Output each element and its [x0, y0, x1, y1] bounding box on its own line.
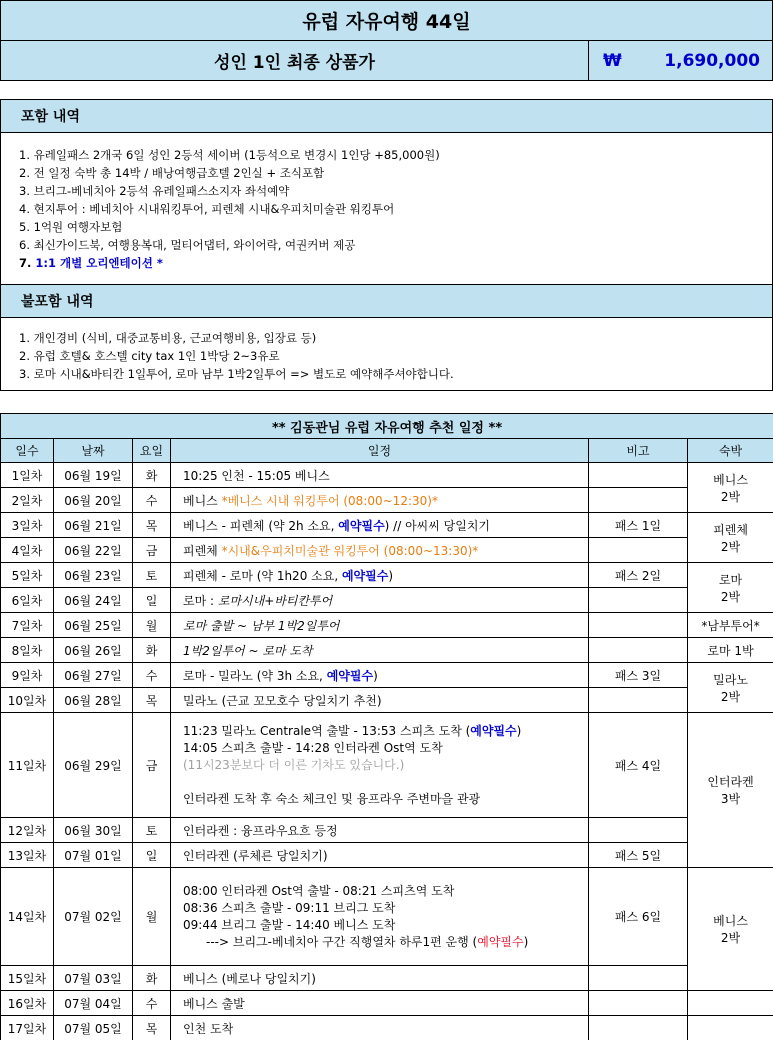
- day-cell: 16일차: [1, 991, 54, 1016]
- page-title: 유럽 자유여행 44일: [0, 0, 773, 41]
- itinerary-cell: [171, 513, 589, 538]
- tour-note: *시내&우피치미술관 워킹투어 (08:00~13:30)*: [221, 543, 479, 558]
- itinerary-cell: 베니스 (베로나 당일치기): [171, 966, 589, 991]
- reservation-required: 예약필수: [341, 568, 389, 583]
- note-cell: [589, 688, 688, 713]
- table-row: [1, 818, 773, 843]
- itinerary-text: 로마 :: [183, 593, 218, 608]
- itinerary-cell: [171, 538, 589, 563]
- weekday-cell: 화: [133, 463, 171, 488]
- stay-city: 베니스: [713, 914, 748, 928]
- weekday-cell: 목: [133, 688, 171, 713]
- included-item: 4. 현지투어 : 베네치아 시내워킹투어, 피렌체 시내&우피치미술관 워킹투어: [19, 202, 395, 216]
- schedule-caption: ** 김동관님 유럽 자유여행 추천 일정 **: [1, 414, 773, 439]
- table-row: [1, 991, 773, 1016]
- schedule-table: [0, 413, 773, 1040]
- itinerary-text: 11:23 밀라노 Centrale역 출발 - 13:53 스피츠 도착 (: [183, 723, 471, 738]
- itinerary-spacer: [183, 774, 588, 791]
- itinerary-text: ): [373, 668, 378, 683]
- itinerary-text: 피렌체 - 로마 (약 1h20 소요,: [183, 568, 342, 583]
- weekday-cell: 화: [133, 638, 171, 663]
- stay-nights: 2박: [720, 931, 741, 945]
- itinerary-cell: 로마 출발 ~ 남부 1박2일투어: [171, 613, 589, 638]
- day-cell: 15일차: [1, 966, 54, 991]
- included-section: [0, 99, 773, 286]
- stay-city: 인터라켄: [707, 775, 754, 789]
- itinerary-line: 09:44 브리그 출발 - 14:40 베니스 도착: [183, 917, 396, 932]
- itinerary-cell: [171, 488, 589, 513]
- note-cell: 패스 4일: [589, 713, 688, 818]
- table-row: [1, 843, 773, 868]
- date-cell: 06월 21일: [54, 513, 133, 538]
- stay-cell: *남부투어*: [688, 613, 773, 638]
- itinerary-cell: 인천 도착: [171, 1016, 589, 1040]
- included-title: 포함 내역: [1, 100, 772, 133]
- weekday-cell: 토: [133, 818, 171, 843]
- itinerary-cell: [171, 563, 589, 588]
- table-row: [1, 538, 773, 563]
- stay-cell: 로마 1박: [688, 638, 773, 663]
- day-cell: 17일차: [1, 1016, 54, 1040]
- itinerary-line: [183, 934, 588, 951]
- header-row: [1, 439, 773, 463]
- itinerary-cell: [171, 713, 589, 818]
- itinerary-text: 피렌체: [183, 543, 222, 558]
- price-bar: [0, 40, 773, 81]
- excluded-section: [0, 284, 773, 391]
- excluded-item: 1. 개인경비 (식비, 대중교통비용, 근교여행비용, 입장료 등): [19, 331, 317, 345]
- itinerary-text: 로마 - 밀라노 (약 3h 소요,: [183, 668, 327, 683]
- reservation-required: 예약필수: [338, 518, 385, 533]
- note-cell: 패스 6일: [589, 868, 688, 966]
- day-cell: 4일차: [1, 538, 54, 563]
- table-row: [1, 563, 773, 588]
- weekday-cell: 목: [133, 513, 171, 538]
- date-cell: 06월 29일: [54, 713, 133, 818]
- stay-cell: [688, 463, 773, 513]
- excluded-item: 3. 로마 시내&바티칸 1일투어, 로마 남부 1박2일투어 => 별도로 예약해주셔야합니다.: [19, 367, 454, 381]
- itinerary-cell: 인터라켄 (루체른 당일치기): [171, 843, 589, 868]
- itinerary-cell: [171, 588, 589, 613]
- date-cell: 06월 30일: [54, 818, 133, 843]
- table-row: [1, 638, 773, 663]
- weekday-cell: 목: [133, 1016, 171, 1040]
- included-item: 5. 1억원 여행자보험: [19, 220, 123, 234]
- stay-city: 베니스: [713, 472, 748, 487]
- day-cell: 11일차: [1, 713, 54, 818]
- table-row: [1, 713, 773, 818]
- itinerary-cell: 밀라노 (근교 꼬모호수 당일치기 추천): [171, 688, 589, 713]
- itinerary-line: (11시23분보다 더 이른 기차도 있습니다.): [183, 757, 405, 772]
- highlight-text: 1:1 개별 오리엔테이션 *: [35, 256, 163, 270]
- stay-cell: [688, 513, 773, 563]
- date-cell: 06월 19일: [54, 463, 133, 488]
- itinerary-cell: 10:25 인천 - 15:05 베니스: [171, 463, 589, 488]
- day-cell: 2일차: [1, 488, 54, 513]
- tour-note: 로마시내+바티칸투어: [217, 593, 333, 608]
- itinerary-cell: 베니스 출발: [171, 991, 589, 1016]
- day-cell: 8일차: [1, 638, 54, 663]
- note-cell: [589, 1016, 688, 1040]
- day-cell: 5일차: [1, 563, 54, 588]
- included-item-highlight: [19, 254, 752, 272]
- excluded-title: 불포함 내역: [1, 285, 772, 318]
- col-header-date: 날짜: [54, 439, 133, 463]
- date-cell: 06월 27일: [54, 663, 133, 688]
- note-cell: [589, 818, 688, 843]
- date-cell: 07월 04일: [54, 991, 133, 1016]
- date-cell: 07월 01일: [54, 843, 133, 868]
- included-item: 3. 브리그-베네치아 2등석 유레일패스소지자 좌석예약: [19, 184, 290, 198]
- weekday-cell: 토: [133, 563, 171, 588]
- note-cell: [589, 991, 688, 1016]
- itinerary-text: ---> 브리그-베네치아 구간 직행열차 하루1편 운행 (: [206, 934, 478, 949]
- stay-nights: 2박: [720, 689, 741, 704]
- day-cell: 13일차: [1, 843, 54, 868]
- reservation-required: 예약필수: [477, 934, 524, 949]
- excluded-item: 2. 유럽 호텔& 호스텔 city tax 1인 1박당 2~3유로: [19, 349, 280, 363]
- itinerary-text: 베니스: [183, 493, 222, 508]
- date-cell: 06월 20일: [54, 488, 133, 513]
- itinerary-line: 08:00 인터라켄 Ost역 출발 - 08:21 스피츠역 도착: [183, 883, 455, 898]
- note-cell: [589, 638, 688, 663]
- weekday-cell: 일: [133, 588, 171, 613]
- highlight-number: 7.: [19, 256, 32, 270]
- table-row: [1, 966, 773, 991]
- date-cell: 06월 23일: [54, 563, 133, 588]
- day-cell: 12일차: [1, 818, 54, 843]
- itinerary-text: ): [523, 934, 529, 949]
- itinerary-cell: [171, 868, 589, 966]
- note-cell: [589, 488, 688, 513]
- col-header-day: 일수: [1, 439, 54, 463]
- table-row: [1, 463, 773, 488]
- date-cell: 06월 28일: [54, 688, 133, 713]
- day-cell: 14일차: [1, 868, 54, 966]
- date-cell: 06월 24일: [54, 588, 133, 613]
- note-cell: [589, 588, 688, 613]
- stay-cell: [688, 663, 773, 713]
- table-row: [1, 1016, 773, 1040]
- note-cell: 패스 2일: [589, 563, 688, 588]
- table-row: [1, 488, 773, 513]
- included-item: 6. 최신가이드북, 여행용복대, 멀티어댑터, 와이어락, 여권커버 제공: [19, 238, 356, 252]
- note-cell: 패스 3일: [589, 663, 688, 688]
- table-row: [1, 588, 773, 613]
- itinerary-cell: 1박2일투어 ~ 로마 도착: [171, 638, 589, 663]
- day-cell: 6일차: [1, 588, 54, 613]
- included-list: [1, 133, 772, 272]
- day-cell: 10일차: [1, 688, 54, 713]
- included-item: 1. 유레일패스 2개국 6일 성인 2등석 세이버 (1등석으로 변경시 1인당 +85,000원): [19, 148, 440, 162]
- note-cell: [589, 966, 688, 991]
- day-cell: 1일차: [1, 463, 54, 488]
- itinerary-line: 14:05 스피츠 출발 - 14:28 인터라켄 Ost역 도착: [183, 740, 443, 755]
- weekday-cell: 월: [133, 868, 171, 966]
- col-header-stay: 숙박: [688, 439, 773, 463]
- excluded-list: [1, 318, 772, 383]
- itinerary-line: 08:36 스피츠 출발 - 09:11 브리그 도착: [183, 900, 396, 915]
- date-cell: 07월 02일: [54, 868, 133, 966]
- stay-cell: [688, 868, 773, 991]
- weekday-cell: 수: [133, 663, 171, 688]
- stay-cell: [688, 991, 773, 1016]
- col-header-note: 비고: [589, 439, 688, 463]
- note-cell: [589, 538, 688, 563]
- date-cell: 06월 22일: [54, 538, 133, 563]
- stay-cell: [688, 1016, 773, 1040]
- day-cell: 3일차: [1, 513, 54, 538]
- price-label: 성인 1인 최종 상품가: [1, 41, 589, 80]
- itinerary-text: ): [388, 568, 394, 583]
- stay-city: 밀라노: [713, 672, 748, 687]
- itinerary-text: ) // 아씨씨 당일치기: [384, 518, 491, 533]
- col-header-weekday: 요일: [133, 439, 171, 463]
- weekday-cell: 일: [133, 843, 171, 868]
- table-row: [1, 663, 773, 688]
- stay-cell: [688, 713, 773, 868]
- price-value: [589, 41, 772, 80]
- date-cell: 06월 26일: [54, 638, 133, 663]
- itinerary-cell: 인터라켄 : 융프라우요흐 등정: [171, 818, 589, 843]
- col-header-itinerary: 일정: [171, 439, 589, 463]
- note-cell: 패스 1일: [589, 513, 688, 538]
- currency-symbol: ₩: [603, 50, 622, 71]
- stay-nights: 2박: [720, 489, 741, 504]
- stay-nights: 2박: [720, 589, 741, 604]
- weekday-cell: 수: [133, 991, 171, 1016]
- weekday-cell: 화: [133, 966, 171, 991]
- itinerary-cell: [171, 663, 589, 688]
- date-cell: 06월 25일: [54, 613, 133, 638]
- stay-city: 로마: [718, 572, 743, 587]
- weekday-cell: 월: [133, 613, 171, 638]
- stay-nights: 2박: [720, 539, 741, 554]
- note-cell: 패스 5일: [589, 843, 688, 868]
- weekday-cell: 수: [133, 488, 171, 513]
- note-cell: [589, 463, 688, 488]
- included-item: 2. 전 일정 숙박 총 14박 / 배낭여행급호텔 2인실 + 조식포함: [19, 166, 325, 180]
- weekday-cell: 금: [133, 713, 171, 818]
- note-cell: [589, 613, 688, 638]
- date-cell: 07월 03일: [54, 966, 133, 991]
- itinerary-text: 베니스 - 피렌체 (약 2h 소요,: [183, 518, 339, 533]
- stay-cell: [688, 563, 773, 613]
- price-amount: 1,690,000: [664, 50, 760, 71]
- stay-nights: 3박: [720, 792, 741, 806]
- weekday-cell: 금: [133, 538, 171, 563]
- table-row: [1, 613, 773, 638]
- day-cell: 7일차: [1, 613, 54, 638]
- table-row: [1, 688, 773, 713]
- itinerary-line: [183, 723, 588, 740]
- reservation-required: 예약필수: [470, 723, 517, 738]
- day-cell: 9일차: [1, 663, 54, 688]
- table-row: [1, 513, 773, 538]
- tour-note: *베니스 시내 워킹투어 (08:00~12:30)*: [221, 493, 438, 508]
- stay-city: 피렌체: [713, 522, 748, 537]
- reservation-required: 예약필수: [326, 668, 374, 683]
- itinerary-text: ): [516, 723, 522, 738]
- date-cell: 07월 05일: [54, 1016, 133, 1040]
- itinerary-line: 인터라켄 도착 후 숙소 체크인 및 융프라우 주변마을 관광: [183, 791, 481, 806]
- table-row: [1, 868, 773, 966]
